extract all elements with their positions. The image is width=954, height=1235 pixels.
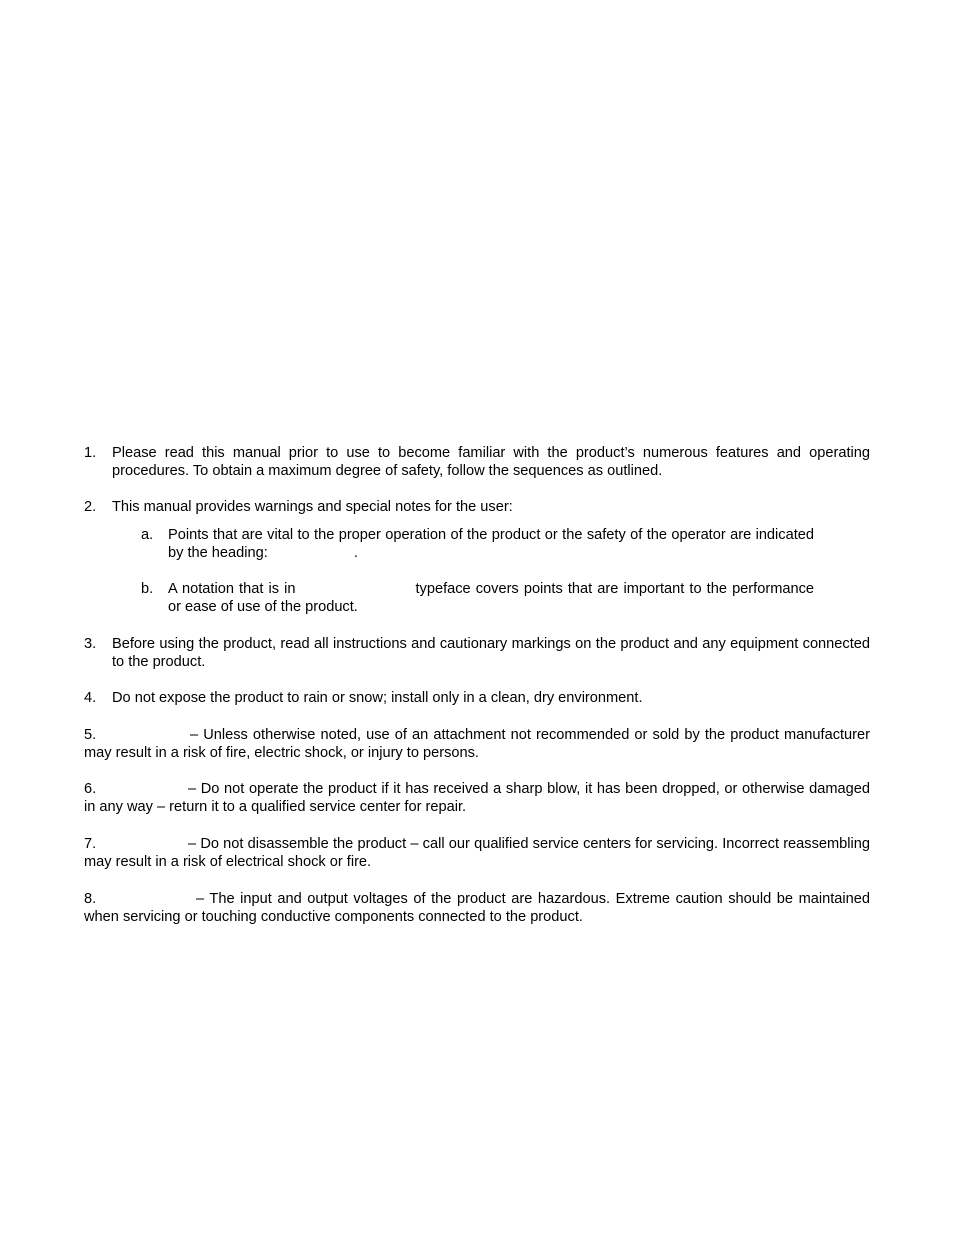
sub-list-letter: a.: [141, 527, 154, 543]
sub-list-item-a: [141, 526, 814, 562]
sub-list-item-b: [141, 580, 814, 616]
list-text: – Do not operate the product if it has received a sharp blow, it has been dropped, or otherwise damaged in any way – return it to a qualified service center for repair.: [84, 781, 870, 815]
sub-list-letter: b.: [141, 581, 154, 597]
sub-text-after: .: [353, 545, 358, 561]
list-number: 7.: [84, 836, 97, 852]
list-number: 8.: [84, 891, 97, 907]
list-item-1: [84, 444, 870, 480]
list-item-4: [84, 689, 870, 707]
list-text: This manual provides warnings and special notes for the user:: [112, 499, 513, 515]
sub-list-text: [168, 526, 814, 562]
list-text: Please read this manual prior to use to become familiar with the product’s numerous features and operating procedures. To obtain a maximum degree of safety, follow the sequences as outlined.: [112, 445, 870, 479]
sub-text-before: Points that are vital to the proper operation of the product or the safety of the operator are indicated by the heading:: [168, 527, 814, 561]
list-text: – Unless otherwise noted, use of an attachment not recommended or sold by the product manufacturer may result in a risk of fire, electric shock, or injury to persons.: [84, 727, 870, 761]
list-item-5: [84, 726, 870, 762]
list-text: – Do not disassemble the product – call our qualified service centers for servicing. Incorrect reassembling may result in a risk of electrical shock or fire.: [84, 836, 870, 870]
sub-text-after: typeface covers points that are important to the performance or ease of use of the product.: [168, 581, 814, 615]
list-text: Do not expose the product to rain or snow; install only in a clean, dry environment.: [112, 690, 643, 706]
list-text: – The input and output voltages of the product are hazardous. Extreme caution should be maintained when servicing or touching conductive components connected to the product.: [84, 891, 870, 925]
list-number: 6.: [84, 781, 97, 797]
list-number: 4.: [84, 690, 97, 706]
list-number: 5.: [84, 727, 97, 743]
list-item-2: [84, 498, 870, 516]
list-item-3: [84, 635, 870, 671]
list-item-8: [84, 890, 870, 926]
sub-list-text: [168, 580, 814, 616]
list-number: 3.: [84, 636, 97, 652]
list-number: 1.: [84, 445, 97, 461]
list-item-7: [84, 835, 870, 871]
sub-text-before: A notation that is in: [168, 581, 296, 597]
list-item-6: [84, 780, 870, 816]
list-number: 2.: [84, 499, 97, 515]
list-text: Before using the product, read all instructions and cautionary markings on the product and any equipment connected to the product.: [112, 636, 870, 670]
